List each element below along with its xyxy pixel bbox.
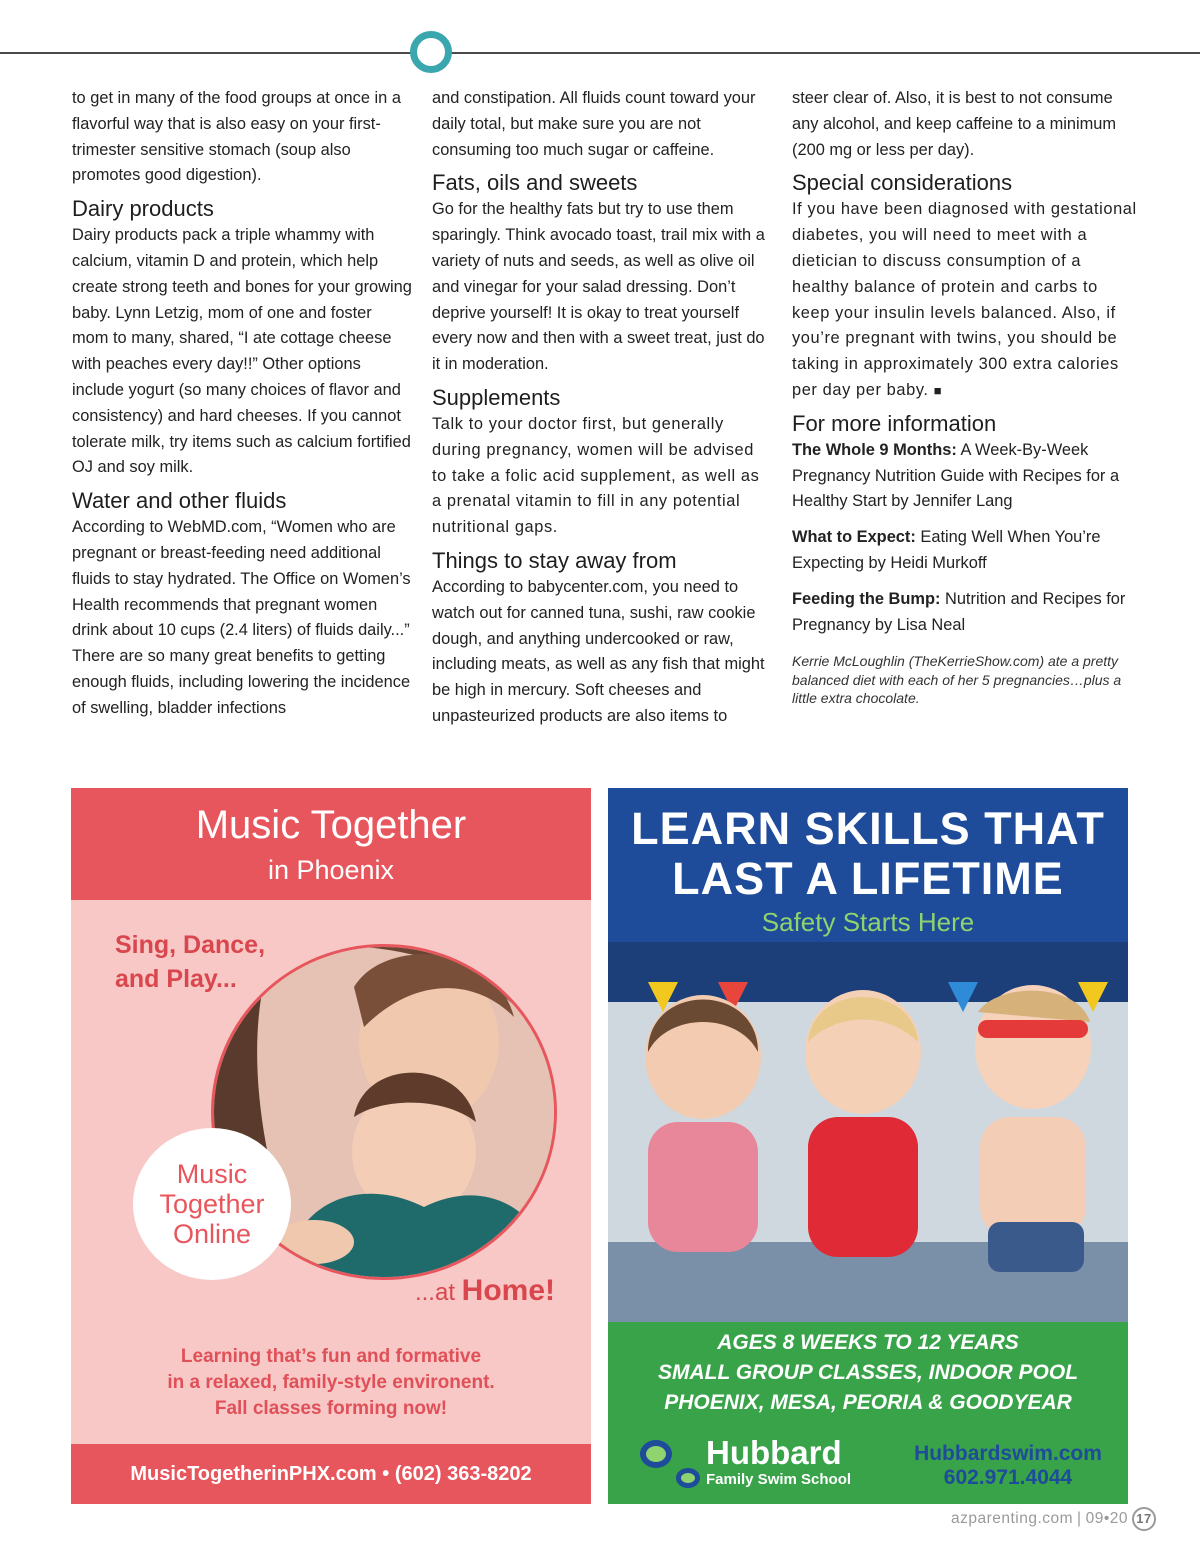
paragraph-fats: Go for the healthy fats but try to use them sparingly. Think avocado toast, trail mix with a variety of nuts and seeds, as well as olive oil and vinegar for your salad dressing. Don’t deprive yourself! It is okay to treat yourself every now and then with a sweet treat, just do it in moderation. (432, 200, 765, 374)
ad-swim-contact[interactable] (898, 1442, 1118, 1490)
tagline-line-1: Sing, Dance, (115, 931, 266, 959)
online-line-1: Music (176, 1159, 248, 1189)
ad-swim-details (608, 1328, 1128, 1418)
paragraph-supplements: Talk to your doctor first, but generally during pregnancy, women will be advised to take a folic acid supplement, as well as a prenatal vitamin to fill in any potential nutritional gaps. (432, 414, 760, 537)
heading-stay-away: Things to stay away from (432, 547, 677, 573)
heading-supplements: Supplements (432, 384, 561, 410)
paragraph-dairy: Dairy products pack a triple whammy with calcium, vitamin D and protein, which help create strong teeth and bones for your growing baby. Lynn Letzig, mom of one and foster mom to many, shared, “I ate cottage cheese with peaches every day!!” Other options include yogurt (so many choices of flavor and consistency) and hard cheeses. If you cannot tolerate milk, try items such as calcium fortified OJ and soy milk. (72, 226, 412, 477)
book-3-title: Feeding the Bump: (792, 589, 941, 608)
ad-music-footer-contact[interactable]: MusicTogetherinPHX.com • (602) 363-8202 (71, 1444, 591, 1504)
at-home-prefix: ...at (414, 1279, 462, 1306)
paragraph-continued: steer clear of. Also, it is best to not consume any alcohol, and keep caffeine to a minimum (200 mg or less per day). (792, 89, 1117, 159)
book-2-detail: Eating Well When You’re Expecting by Heidi Murkoff (792, 528, 1101, 572)
book-3 (792, 587, 1137, 639)
headline-line-2: LAST A LIFETIME (672, 853, 1064, 904)
online-line-3: Online (172, 1219, 252, 1249)
book-3-detail: Nutrition and Recipes for Pregnancy by Lisa Neal (792, 589, 1126, 634)
article-column-2 (432, 86, 772, 730)
book-2 (792, 525, 1137, 577)
hubbard-logo-name: Hubbard (706, 1434, 842, 1471)
book-1 (792, 438, 1137, 515)
article-column-1 (72, 86, 412, 722)
ad-swim-headline (608, 804, 1128, 904)
book-1-title: The Whole 9 Months: (792, 440, 957, 459)
kids-poolside-illustration (608, 942, 1128, 1322)
heading-water: Water and other fluids (72, 488, 287, 514)
ad-music-brand: Music Together (195, 803, 467, 847)
folio-site: azparenting.com (950, 1510, 1074, 1527)
page-folio (951, 1507, 1156, 1531)
copy-line-3: Fall classes forming now! (214, 1398, 448, 1419)
heading-special: Special considerations (792, 170, 1013, 196)
header-rule (0, 52, 1200, 54)
article-column-3 (792, 86, 1137, 708)
end-mark: ■ (933, 382, 943, 398)
folio-issue: 09•20 (1085, 1510, 1128, 1527)
ad-music-together[interactable] (71, 788, 591, 1504)
tagline-line-2: and Play... (115, 965, 237, 993)
ad-music-copy (71, 1344, 591, 1422)
hubbard-logo-tagline: Family Swim School (706, 1471, 852, 1488)
page-number: 17 (1132, 1507, 1156, 1531)
folio-separator: | (1077, 1510, 1082, 1527)
swim-url[interactable]: Hubbardswim.com (914, 1442, 1102, 1465)
detail-line-3: PHOENIX, MESA, PEORIA & GOODYEAR (664, 1391, 1072, 1414)
author-credit: Kerrie McLoughlin (TheKerrieShow.com) ate a pretty balanced diet with each of her 5 pregnancies…plus a little extra chocolate. (792, 653, 1122, 707)
heading-more-info: For more information (792, 410, 997, 436)
book-2-title: What to Expect: (792, 528, 916, 547)
paragraph-special-text: If you have been diagnosed with gestational diabetes, you will need to meet with a dietician to discuss consumption of a healthy balance of protein and carbs to keep your insulin levels balanced. Also, if you’re pregnant with twins, you should be taking in approximately 300 extra calories per day per baby. (792, 200, 1137, 399)
header-ring-ornament (410, 31, 452, 73)
copy-line-1: Learning that’s fun and formative (180, 1346, 482, 1367)
ad-swim-header (608, 788, 1128, 942)
paragraph-special (792, 197, 1137, 403)
detail-line-2: SMALL GROUP CLASSES, INDOOR POOL (657, 1361, 1079, 1384)
paragraph-water: According to WebMD.com, “Women who are pregnant or breast-feeding need additional fluids to stay hydrated. The Office on Women’s Health recommends that pregnant women drink about 10 cups (2.4 liters) of fluids daily...” There are so many great benefits to getting enough fluids, including lowering the incidence of swelling, bladder infections (72, 518, 411, 717)
kids-poolside-photo (608, 942, 1128, 1322)
detail-line-1: AGES 8 WEEKS TO 12 YEARS (717, 1331, 1019, 1354)
paragraph-continued: and constipation. All fluids count toward your daily total, but make sure you are not consuming too much sugar or caffeine. (432, 89, 756, 159)
ad-swim-subhead: Safety Starts Here (761, 907, 975, 937)
swim-phone[interactable]: 602.971.4044 (943, 1466, 1073, 1489)
ad-music-header (71, 788, 591, 900)
book-1-detail: A Week-By-Week Pregnancy Nutrition Guide with Recipes for a Healthy Start by Jennifer Lang (792, 440, 1120, 511)
heading-fats: Fats, oils and sweets (432, 170, 638, 196)
heading-dairy: Dairy products (72, 196, 214, 222)
copy-line-2: in a relaxed, family-style environent. (167, 1372, 495, 1393)
paragraph-intro: to get in many of the food groups at once in a flavorful way that is also easy on your first-trimester sensitive stomach (soup also promotes good digestion). (72, 89, 401, 185)
ad-hubbard-swim[interactable] (608, 788, 1128, 1504)
ad-music-at-home (71, 1274, 555, 1308)
ad-music-tagline (115, 928, 265, 996)
ad-music-subtitle: in Phoenix (267, 855, 395, 885)
headline-line-1: LEARN SKILLS THAT (631, 803, 1105, 854)
paragraph-stay-away: According to babycenter.com, you need to watch out for canned tuna, sushi, raw cookie dough, and anything undercooked or raw, including meats, as well as any fish that might be high in mercury. Soft cheeses and unpasteurized products are also items to (432, 577, 765, 725)
at-home-bold: Home! (461, 1274, 555, 1307)
music-together-online-badge (133, 1128, 291, 1280)
online-line-2: Together (159, 1189, 265, 1219)
